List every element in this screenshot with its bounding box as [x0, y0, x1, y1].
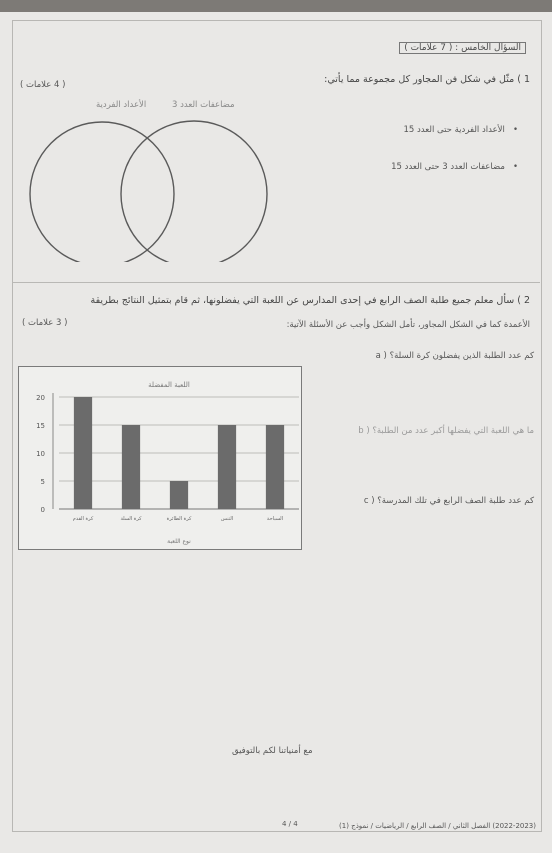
- chart-title: اللعبة المفضلة: [148, 381, 190, 389]
- x-tick-label: كرة القدم: [72, 516, 94, 522]
- chart-x-ticks: [73, 516, 283, 522]
- x-tick-label: التنس: [220, 516, 234, 522]
- q1-text: 1 ) مثّل في شكل فن المجاور كل مجموعة مما يأتي:: [324, 74, 530, 85]
- q2-sub-a: a ) كم عدد الطلبة الذين يفضلون كرة السلة؟: [375, 351, 534, 361]
- q2-sub-b: b ) ما هي اللعبة التي يفضلها أكبر عدد من الطلبة؟: [358, 426, 534, 436]
- q2-marks: ( 3 علامات ): [22, 318, 68, 328]
- venn-label-odd: الأعداد الفردية: [96, 100, 147, 110]
- chart-y-ticks: [36, 394, 45, 514]
- bar: [170, 481, 188, 509]
- chart-x-label: نوع اللعبة: [167, 538, 191, 545]
- section-title: السؤال الخامس : ( 7 علامات ): [399, 42, 526, 54]
- bar: [218, 425, 236, 509]
- exam-sheet: [0, 12, 552, 853]
- y-tick-label: 20: [36, 394, 45, 402]
- y-tick-label: 5: [40, 478, 45, 486]
- x-tick-label: السباحة: [266, 516, 284, 522]
- bar: [122, 425, 140, 509]
- y-tick-label: 10: [36, 450, 45, 458]
- section-divider: [12, 282, 540, 283]
- bullet-dot: •: [504, 125, 518, 135]
- q1-bullet-2: • مضاعفات العدد 3 حتى العدد 15: [391, 162, 518, 172]
- q1-marks: ( 4 علامات ): [20, 80, 66, 90]
- bar: [266, 425, 284, 509]
- bullet-dot: •: [504, 162, 518, 172]
- y-tick-label: 15: [36, 422, 45, 430]
- bar-chart-frame: [18, 366, 302, 550]
- q2-text-line1: 2 ) سأل معلم جميع طلبة الصف الرابع في إحدى المدارس عن اللعبة التي يفضلونها، ثم قام بتمثيل النتائج بطريقة: [90, 295, 530, 306]
- y-tick-label: 0: [40, 506, 45, 514]
- q2-sub-c: c ) كم عدد طلبة الصف الرابع في تلك المدرسة؟: [363, 496, 534, 506]
- venn-circle-odd[interactable]: [30, 122, 174, 262]
- bar: [74, 397, 92, 509]
- closing-wish: مع أمنياتنا لكم بالتوفيق: [232, 746, 313, 756]
- venn-diagram[interactable]: [20, 112, 280, 262]
- page-number: 4 / 4: [282, 820, 298, 828]
- q2-text-line2: الأعمدة كما في الشكل المجاور، تأمل الشكل وأجب عن الأسئلة الآتية:: [286, 320, 530, 330]
- q1-bullet-1: • الأعداد الفردية حتى العدد 15: [403, 125, 518, 135]
- x-tick-label: كرة السلة: [120, 516, 142, 522]
- venn-label-multiples: مضاعفات العدد 3: [172, 100, 235, 110]
- x-tick-label: كرة الطائرة: [166, 516, 192, 522]
- bar-chart: [19, 367, 301, 549]
- footer-info: (2022-2023) الفصل الثاني / الصف الرابع / الرياضيات / نموذج (1): [339, 822, 536, 830]
- venn-circle-multiples[interactable]: [121, 121, 267, 262]
